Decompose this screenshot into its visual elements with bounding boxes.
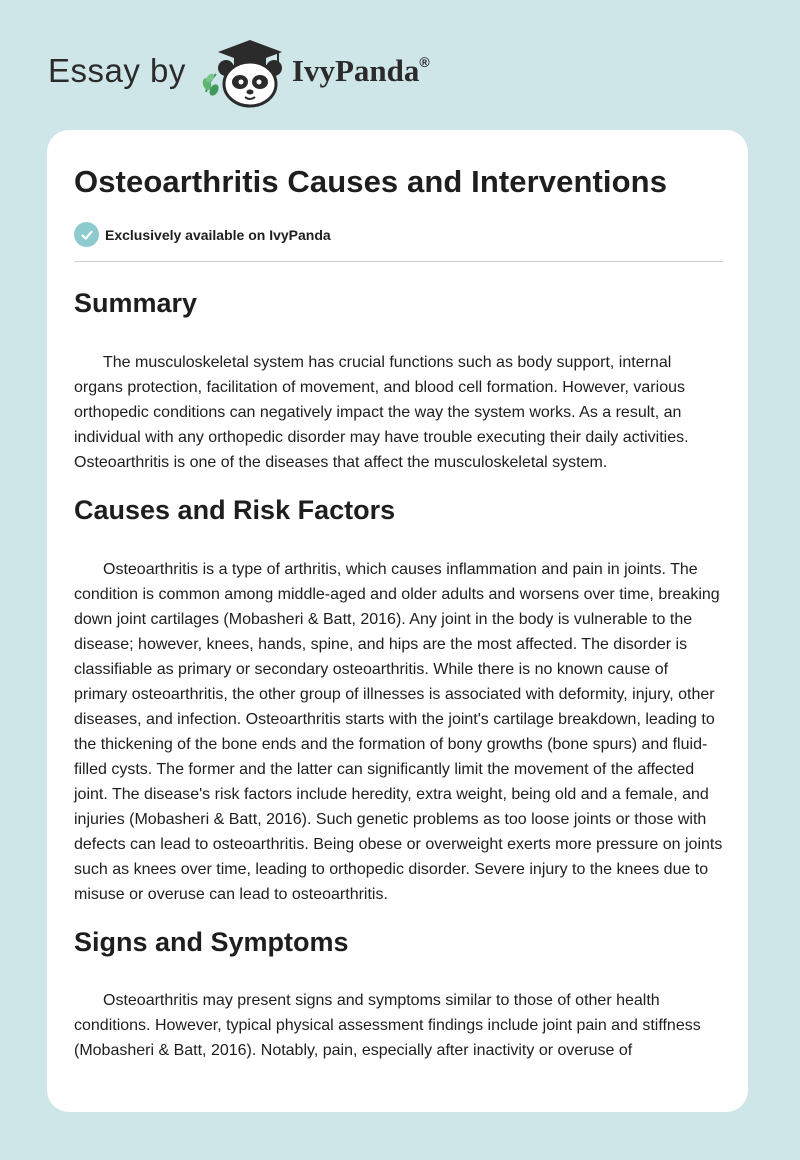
section-causes-risk-factors [74, 493, 724, 907]
title-divider [74, 261, 723, 262]
section-heading: Causes and Risk Factors [74, 495, 396, 526]
section-heading: Signs and Symptoms [74, 927, 349, 958]
essay-body [74, 278, 724, 1063]
brand-name[interactable]: IvyPanda® [291, 53, 430, 88]
section-heading: Summary [74, 288, 198, 318]
section-paragraph: Osteoarthritis may present signs and symptoms similar to those of other health conditions. However, typical physical assessment findings include joint pain and stiffness (Mobasheri & Batt, 2016). Notably, pain, especially after inactivity or overuse of [74, 992, 701, 1060]
section-signs-symptoms [74, 925, 724, 1063]
essay-card [47, 130, 748, 1112]
site-header [48, 34, 430, 108]
section-paragraph: The musculoskeletal system has crucial functions such as body support, internal organs protection, facilitation of movement, and blood cell formation. However, various orthopedic conditions can negatively impact the way the system works. As a result, an individual with any orthopedic disorder may have trouble executing their daily activities. Osteoarthritis is one of the diseases that affect the musculoskeletal system. [74, 354, 689, 472]
page-title: Osteoarthritis Causes and Interventions [74, 164, 668, 199]
section-paragraph: Osteoarthritis is a type of arthritis, which causes inflammation and pain in joints. The condition is common among middle-aged and older adults and worsens over time, breaking down joint cartilages (Mobasheri & Batt, 2016). Any joint in the body is vulnerable to the disease; however, knees, hands, spine, and hips are the most affected. The disorder is classifiable as primary or secondary osteoarthritis. While there is no known cause of primary osteoarthritis, the other group of illnesses is associated with deformity, injury, other diseases, and infection. Osteoarthritis starts with the joint's cartilage breakdown, leading to the thickening of the bone ends and the formation of bony growths (bone spurs) and fluid-filled cysts. The former and the latter can significantly limit the movement of the affected joint. The disease's risk factors include heredity, extra weight, being old and a female, and injuries (Mobasheri & Batt, 2016). Such genetic problems as too loose joints or those with defects can lead to osteoarthritis. Being obese or overweight exerts more pressure on joints such as knees over time, leading to orthopedic disorder. Severe injury to the knees due to misuse or overuse can lead to osteoarthritis. [74, 561, 723, 904]
section-summary [74, 286, 724, 475]
brand-prefix: Essay by [48, 52, 186, 89]
exclusive-badge [74, 222, 331, 247]
ivypanda-logo-icon[interactable] [198, 34, 288, 108]
checkmark-icon [74, 222, 99, 247]
exclusive-badge-label: Exclusively available on IvyPanda [105, 226, 331, 243]
